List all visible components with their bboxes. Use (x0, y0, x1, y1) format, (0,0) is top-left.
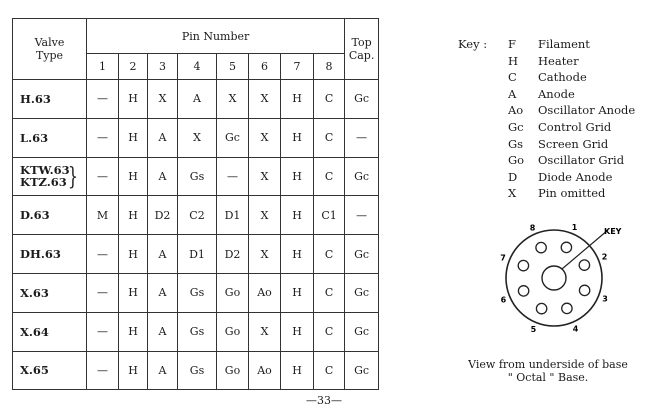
pin-cell: D2 (148, 196, 178, 235)
pin-cell: H (281, 273, 314, 312)
centre-key-hole (542, 266, 566, 290)
pin-cell: — (217, 157, 249, 196)
key-code: X (508, 186, 517, 201)
pin-cell: — (87, 273, 119, 312)
key-meaning: Heater (538, 53, 579, 68)
top-cap-cell: Gc (345, 80, 379, 119)
key-code: A (508, 86, 517, 101)
table-row (13, 196, 379, 235)
key-code: Go (508, 153, 525, 168)
key-code: H (508, 53, 519, 68)
pin-cell: H (119, 196, 148, 235)
pin-cell: H (119, 351, 148, 390)
pin-label: 6 (500, 295, 507, 305)
table-row (13, 235, 379, 274)
pin-cell: H (119, 312, 148, 351)
pin-cell: H (119, 157, 148, 196)
pin-hole (536, 242, 546, 252)
pin-cell: A (148, 235, 178, 274)
pin-cell: Gs (178, 273, 217, 312)
valve-type-cell (13, 273, 87, 312)
valve-type-cell (13, 157, 87, 196)
valve-type-cell (13, 118, 87, 157)
key-code: C (508, 70, 517, 85)
pin-cell: — (87, 118, 119, 157)
top-cap-cell: Gc (345, 312, 379, 351)
pin-cell: A (178, 80, 217, 119)
pin-number: 3 (148, 54, 178, 80)
pin-number: 8 (314, 54, 345, 80)
pin-label: 5 (530, 325, 537, 334)
pin-number: 5 (217, 54, 249, 80)
pin-cell: Go (217, 273, 249, 312)
pin-number: 1 (87, 54, 119, 80)
table-body (13, 80, 379, 390)
valve-type-label: DH.63 (20, 247, 61, 262)
valve-type-label: X.64 (20, 324, 49, 339)
valve-type-label: D.63 (20, 208, 50, 223)
key-meaning: Pin omitted (538, 186, 606, 201)
top-cap-cell: Gc (345, 235, 379, 274)
key-title: Key : (458, 37, 488, 51)
key-meaning: Filament (538, 37, 590, 51)
pin-cell: H (119, 273, 148, 312)
table-row (13, 80, 379, 119)
pin-cell: C (314, 157, 345, 196)
pin-cell: D1 (217, 196, 249, 235)
key-entry (508, 136, 656, 153)
diagram-caption: View from underside of base " Octal " Base. (468, 358, 628, 384)
key-meaning: Cathode (538, 70, 587, 85)
page-number: —33— (306, 394, 342, 407)
pin-cell: X (249, 235, 281, 274)
pin-cell: H (119, 118, 148, 157)
pin-cell: M (87, 196, 119, 235)
pin-hole (579, 260, 589, 270)
pin-cell: C (314, 312, 345, 351)
pin-label: 3 (602, 294, 608, 304)
table-row (13, 118, 379, 157)
pin-cell: H (119, 235, 148, 274)
top-cap-cell: — (345, 118, 379, 157)
pin-cell: H (281, 80, 314, 119)
pin-cell: X (148, 80, 178, 119)
pin-cell: H (119, 80, 148, 119)
pin-cell: H (281, 235, 314, 274)
key-entry (508, 69, 656, 86)
pin-number: 4 (178, 54, 217, 80)
pin-hole (579, 285, 589, 295)
pin-cell: Ao (249, 351, 281, 390)
pin-cell: C (314, 118, 345, 157)
pin-cell: Gs (178, 157, 217, 196)
pin-cell: C (314, 351, 345, 390)
pin-cell: D2 (217, 235, 249, 274)
pin-cell: X (249, 118, 281, 157)
table-row (13, 273, 379, 312)
key-list (508, 36, 656, 202)
key-code: F (508, 37, 516, 51)
pin-cell: H (281, 157, 314, 196)
valve-type-cell (13, 235, 87, 274)
pin-hole (536, 303, 546, 313)
key-meaning: Anode (538, 86, 575, 101)
table-row (13, 157, 379, 196)
key-meaning: Oscillator Grid (538, 153, 625, 168)
key-label: KEY (604, 227, 622, 236)
pin-hole (562, 303, 572, 313)
top-cap-cell: — (345, 196, 379, 235)
pin-cell: A (148, 157, 178, 196)
pin-cell: A (148, 273, 178, 312)
key-meaning: Diode Anode (538, 169, 613, 184)
pin-label: 1 (571, 223, 578, 232)
pin-cell: Go (217, 351, 249, 390)
pin-label: 7 (500, 253, 506, 263)
pin-hole (518, 260, 528, 270)
key-entry (508, 102, 656, 119)
pin-cell: A (148, 351, 178, 390)
valve-type-label: X.63 (20, 285, 49, 300)
octal-base-diagram (496, 216, 628, 344)
pin-label: 8 (529, 223, 536, 233)
pin-cell: X (249, 196, 281, 235)
pin-label: 2 (601, 252, 608, 262)
key-meaning: Control Grid (538, 119, 612, 134)
key-meaning: Screen Grid (538, 136, 609, 151)
valve-type-label: KTW.63 (20, 163, 70, 178)
valve-type-label: L.63 (20, 130, 49, 145)
valve-type-cell (13, 351, 87, 390)
valve-type-cell (13, 312, 87, 351)
pin-number-header: Pin Number (87, 19, 345, 54)
pin-cell: Go (217, 312, 249, 351)
key-pointer-line (562, 230, 608, 269)
pin-cell: X (217, 80, 249, 119)
key-meaning: Oscillator Anode (538, 103, 636, 118)
pin-cell: Gs (178, 312, 217, 351)
pin-cell: Gs (178, 351, 217, 390)
pin-cell: A (148, 118, 178, 157)
pin-hole (561, 242, 571, 252)
key-code: D (508, 169, 518, 184)
grouping-brace: } (67, 162, 78, 191)
pin-cell: H (281, 118, 314, 157)
pin-cell: C2 (178, 196, 217, 235)
key-code: Ao (508, 103, 524, 118)
valve-type-label: X.65 (20, 363, 49, 378)
pin-cell: H (281, 312, 314, 351)
pin-cell: A (148, 312, 178, 351)
key-code: Gs (508, 136, 524, 151)
key-entry (508, 53, 656, 70)
pin-hole (518, 286, 528, 296)
valve-type-label: H.63 (20, 91, 51, 106)
pin-cell: C (314, 80, 345, 119)
pin-number: 7 (281, 54, 314, 80)
pin-cell: C (314, 273, 345, 312)
valve-type-cell (13, 196, 87, 235)
pin-cell: — (87, 235, 119, 274)
base-outline (506, 230, 602, 326)
pin-number: 6 (249, 54, 281, 80)
pin-cell: Gc (217, 118, 249, 157)
pin-cell: X (249, 312, 281, 351)
key-entry (508, 185, 656, 202)
pin-cell: C (314, 235, 345, 274)
valve-type-cell (13, 80, 87, 119)
key-entry (508, 86, 656, 103)
pin-label: 4 (572, 324, 579, 334)
pin-cell: X (178, 118, 217, 157)
pin-cell: H (281, 351, 314, 390)
pin-cell: C1 (314, 196, 345, 235)
top-cap-cell: Gc (345, 157, 379, 196)
pin-number: 2 (119, 54, 148, 80)
pin-cell: — (87, 80, 119, 119)
valve-type-label: KTZ.63 (20, 175, 67, 190)
table-row (13, 312, 379, 351)
key-entry (508, 119, 656, 136)
pin-cell: D1 (178, 235, 217, 274)
key-entry (508, 152, 656, 169)
pin-cell: — (87, 157, 119, 196)
pin-cell: X (249, 80, 281, 119)
pin-holes (500, 223, 608, 334)
pin-cell: H (281, 196, 314, 235)
top-cap-cell: Gc (345, 351, 379, 390)
key-entry (508, 169, 656, 186)
key-entry (508, 36, 656, 53)
pin-cell: X (249, 157, 281, 196)
valve-pin-table (12, 18, 379, 390)
pin-cell: — (87, 312, 119, 351)
pin-cell: Ao (249, 273, 281, 312)
pin-cell: — (87, 351, 119, 390)
top-cap-cell: Gc (345, 273, 379, 312)
valve-type-header: Valve Type (13, 19, 87, 80)
key-code: Gc (508, 119, 524, 134)
top-cap-header: Top Cap. (345, 19, 379, 80)
table-row (13, 351, 379, 390)
